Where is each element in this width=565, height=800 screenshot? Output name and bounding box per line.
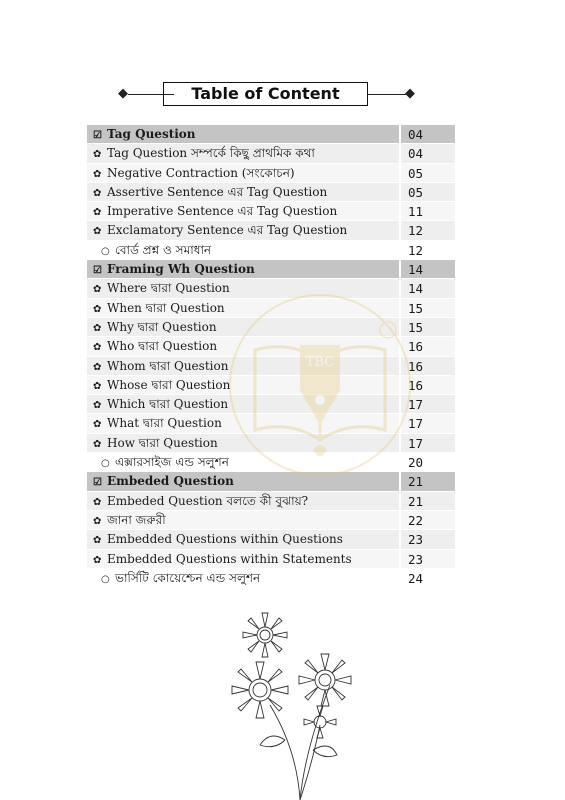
toc-entry-label [87, 472, 399, 490]
toc-page-number: 17 [399, 395, 455, 413]
toc-entry-label [87, 492, 399, 510]
toc-entry-label [87, 434, 399, 452]
toc-page-number: 15 [399, 318, 455, 336]
toc-row [87, 434, 455, 453]
toc-entry-text: Imperative Sentence এর Tag Question [107, 204, 338, 219]
title-banner [118, 82, 418, 108]
toc-entry-label [87, 511, 399, 529]
toc-row [87, 569, 455, 588]
toc-entry-label [87, 357, 399, 375]
toc-row [87, 337, 455, 356]
toc-entry-text: Which দ্বারা Question [107, 397, 229, 412]
toc-entry-label [87, 125, 399, 143]
toc-page-number: 14 [399, 260, 455, 278]
toc-entry-text: ভার্সিটি কোয়েশ্চেন এন্ড সলুশন [115, 570, 261, 585]
toc-page-number: 23 [399, 550, 455, 568]
toc-page-number: 11 [399, 202, 455, 220]
toc-entry-label [87, 183, 399, 201]
flower-bullet-icon: ✿ [93, 400, 102, 412]
ornament-right-icon: ◆ [405, 86, 415, 101]
toc-entry-label [87, 318, 399, 336]
flower-bullet-icon: ✿ [93, 187, 102, 199]
toc-entry-label [87, 395, 399, 413]
toc-page-number: 04 [399, 125, 455, 143]
toc-entry-label [87, 144, 399, 162]
toc-entry-text: Where দ্বারা Question [107, 281, 230, 296]
flower-bullet-icon: ✿ [93, 303, 102, 315]
toc-entry-text: How দ্বারা Question [107, 435, 218, 450]
toc-entry-label [87, 550, 399, 568]
toc-entry-text: Embeded Question [107, 474, 234, 489]
toc-entry-label [87, 453, 399, 471]
divider-right [368, 94, 406, 95]
flower-bullet-icon: ✿ [93, 535, 102, 547]
toc-row [87, 472, 455, 491]
toc-entry-text: Whose দ্বারা Question [107, 377, 231, 392]
flower-bullet-icon: ✿ [93, 149, 102, 161]
circle-bullet-icon: ○ [101, 458, 110, 470]
toc-page-number: 21 [399, 472, 455, 490]
toc-page-number: 05 [399, 164, 455, 182]
toc-entry-text: Embeded Question বলতে কী বুঝায়? [107, 493, 309, 508]
toc-entry-label [87, 279, 399, 297]
toc-entry-text: Embedded Questions within Questions [107, 532, 343, 547]
toc-row [87, 221, 455, 240]
toc-row [87, 550, 455, 569]
toc-page-number: 16 [399, 357, 455, 375]
flower-bullet-icon: ✿ [93, 515, 102, 527]
toc-page-number: 22 [399, 511, 455, 529]
toc-entry-text: What দ্বারা Question [107, 416, 222, 431]
flower-bullet-icon: ✿ [93, 496, 102, 508]
toc-entry-label [87, 337, 399, 355]
toc-entry-label [87, 221, 399, 239]
toc-page-number: 21 [399, 492, 455, 510]
toc-row [87, 144, 455, 163]
toc-page-number: 05 [399, 183, 455, 201]
toc-entry-text: জানা জরুরী [107, 512, 166, 527]
toc-entry-text: Embedded Questions within Statements [107, 551, 352, 566]
toc-row [87, 414, 455, 433]
toc-row [87, 202, 455, 221]
toc-entry-text: Exclamatory Sentence এর Tag Question [107, 223, 348, 238]
toc-entry-label [87, 530, 399, 548]
toc-row [87, 453, 455, 472]
flower-bullet-icon: ✿ [93, 322, 102, 334]
toc-page-number: 16 [399, 337, 455, 355]
toc-row [87, 376, 455, 395]
flower-bullet-icon: ✿ [93, 554, 102, 566]
toc-entry-label [87, 164, 399, 182]
toc-row [87, 241, 455, 260]
toc-entry-text: Who দ্বারা Question [107, 339, 218, 354]
toc-entry-label [87, 569, 399, 587]
toc-entry-text: এক্সারসাইজ এন্ড সলুশন [115, 455, 229, 470]
toc-row [87, 357, 455, 376]
flower-bullet-icon: ✿ [93, 226, 102, 238]
toc-entry-label [87, 241, 399, 259]
flower-bullet-icon: ✿ [93, 168, 102, 180]
toc-page-number: 04 [399, 144, 455, 162]
toc-row [87, 279, 455, 298]
checkbox-icon: ☑ [93, 477, 102, 489]
toc-row [87, 530, 455, 549]
toc-entry-text: Assertive Sentence এর Tag Question [107, 184, 328, 199]
flower-bullet-icon: ✿ [93, 438, 102, 450]
circle-bullet-icon: ○ [101, 573, 110, 585]
toc-page-number: 20 [399, 453, 455, 471]
toc-entry-text: Negative Contraction (সংকোচন) [107, 165, 295, 180]
toc-page-number: 12 [399, 241, 455, 259]
toc-page-number: 16 [399, 376, 455, 394]
flower-bullet-icon: ✿ [93, 284, 102, 296]
toc-row [87, 395, 455, 414]
toc-entry-text: Framing Wh Question [107, 262, 255, 277]
toc-row [87, 299, 455, 318]
toc-entry-text: Tag Question [107, 127, 196, 141]
toc-row [87, 125, 455, 144]
toc-entry-text: When দ্বারা Question [107, 300, 225, 315]
toc-page-number: 17 [399, 434, 455, 452]
toc-page-number: 12 [399, 221, 455, 239]
toc-row [87, 183, 455, 202]
toc-page-number: 17 [399, 414, 455, 432]
toc-row [87, 260, 455, 279]
checkbox-icon: ☑ [93, 130, 102, 141]
toc-row [87, 318, 455, 337]
toc-entry-label [87, 299, 399, 317]
toc-row [87, 492, 455, 511]
toc-entry-label [87, 202, 399, 220]
flower-bullet-icon: ✿ [93, 342, 102, 354]
flower-bullet-icon: ✿ [93, 207, 102, 219]
flower-bullet-icon: ✿ [93, 419, 102, 431]
toc-page-number: 15 [399, 299, 455, 317]
toc-row [87, 164, 455, 183]
toc-entry-label [87, 260, 399, 278]
toc-entry-text: বোর্ড প্রশ্ন ও সমাধান [115, 242, 212, 257]
checkbox-icon: ☑ [93, 265, 102, 277]
page-title: Table of Content [163, 82, 368, 106]
flower-bullet-icon: ✿ [93, 361, 102, 373]
toc-entry-text: Whom দ্বারা Question [107, 358, 229, 373]
table-of-contents [87, 125, 455, 588]
toc-page-number: 14 [399, 279, 455, 297]
toc-row [87, 511, 455, 530]
sunflower-illustration [225, 610, 375, 800]
ornament-left-icon: ◆ [118, 86, 128, 101]
flower-bullet-icon: ✿ [93, 380, 102, 392]
watermark-text: TBC [305, 355, 335, 370]
toc-page-number: 24 [399, 569, 455, 587]
toc-page-number: 23 [399, 530, 455, 548]
toc-entry-label [87, 376, 399, 394]
circle-bullet-icon: ○ [101, 245, 110, 257]
toc-entry-text: Why দ্বারা Question [107, 319, 217, 334]
toc-entry-label [87, 414, 399, 432]
toc-entry-text: Tag Question সম্পর্কে কিছু প্রাথমিক কথা [107, 146, 315, 161]
